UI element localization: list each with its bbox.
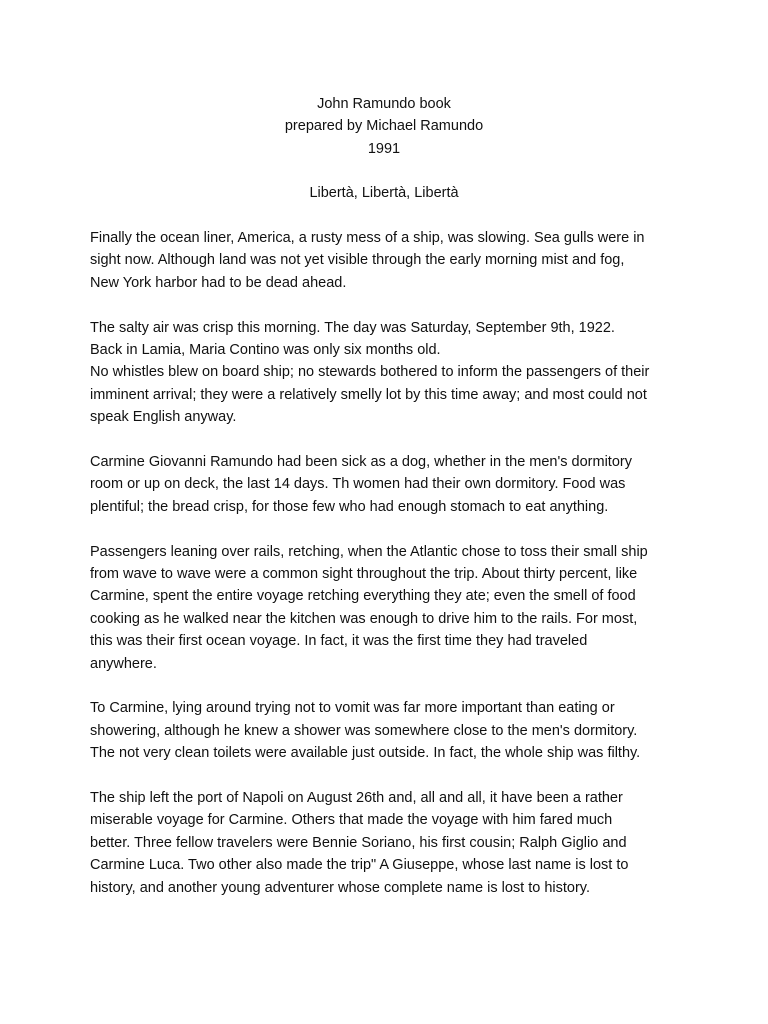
text-line: showering, although he knew a shower was somewhere close to the men's dormitory. xyxy=(90,722,638,739)
paragraph-3 xyxy=(90,451,690,518)
text-line: The ship left the port of Napoli on August 26th and, all and all, it have been a rather xyxy=(90,790,623,807)
text-line: plentiful; the bread crisp, for those few who had enough stomach to eat anything. xyxy=(90,498,609,515)
text-line: The salty air was crisp this morning. The day was Saturday, September 9th, 1922. xyxy=(90,319,615,336)
paragraph-4 xyxy=(90,541,690,675)
paragraph-2 xyxy=(90,317,690,429)
document-header xyxy=(0,93,768,160)
document-body xyxy=(90,227,690,922)
text-line: better. Three fellow travelers were Bennie Soriano, his first cousin; Ralph Giglio and xyxy=(90,834,627,851)
text-line: anywhere. xyxy=(90,655,157,672)
paragraph-5 xyxy=(90,697,690,764)
header-author: prepared by Michael Ramundo xyxy=(284,118,484,135)
text-line: Back in Lamia, Maria Contino was only six months old. xyxy=(90,342,441,359)
text-line: To Carmine, lying around trying not to vomit was far more important than eating or xyxy=(90,700,615,717)
text-line: The not very clean toilets were available just outside. In fact, the whole ship was filthy. xyxy=(90,745,641,762)
chapter-title: Libertà, Libertà, Libertà xyxy=(309,185,459,201)
paragraph-6 xyxy=(90,787,690,899)
text-line: Passengers leaning over rails, retching, when the Atlantic chose to toss their small ship xyxy=(90,543,648,560)
text-line: Carmine Luca. Two other also made the trip" A Giuseppe, whose last name is lost to xyxy=(90,857,629,874)
text-line: No whistles blew on board ship; no stewards bothered to inform the passengers of their xyxy=(90,364,650,381)
text-line: imminent arrival; they were a relatively smelly lot by this time away; and most could not xyxy=(90,386,647,403)
text-line: history, and another young adventurer whose complete name is lost to history. xyxy=(90,879,590,896)
text-line: cooking as he walked near the kitchen was enough to drive him to the rails. For most, xyxy=(90,610,638,627)
header-title: John Ramundo book xyxy=(317,96,451,112)
text-line: from wave to wave were a common sight throughout the trip. About thirty percent, like xyxy=(90,566,638,583)
text-line: New York harbor had to be dead ahead. xyxy=(90,274,347,291)
text-line: speak English anyway. xyxy=(90,409,237,426)
text-line: sight now. Although land was not yet visible through the early morning mist and fog, xyxy=(90,252,625,269)
header-year: 1991 xyxy=(367,140,401,157)
text-line: room or up on deck, the last 14 days. Th women had their own dormitory. Food was xyxy=(90,476,626,493)
text-line: this was their first ocean voyage. In fact, it was the first time they had traveled xyxy=(90,633,588,650)
text-line: miserable voyage for Carmine. Others that made the voyage with him fared much xyxy=(90,812,613,829)
text-line: Carmine, spent the entire voyage retching everything they ate; even the smell of food xyxy=(90,588,636,605)
paragraph-1 xyxy=(90,227,690,294)
text-line: Finally the ocean liner, America, a rusty mess of a ship, was slowing. Sea gulls were in xyxy=(90,230,645,246)
text-line: Carmine Giovanni Ramundo had been sick as a dog, whether in the men's dormitory xyxy=(90,454,632,471)
